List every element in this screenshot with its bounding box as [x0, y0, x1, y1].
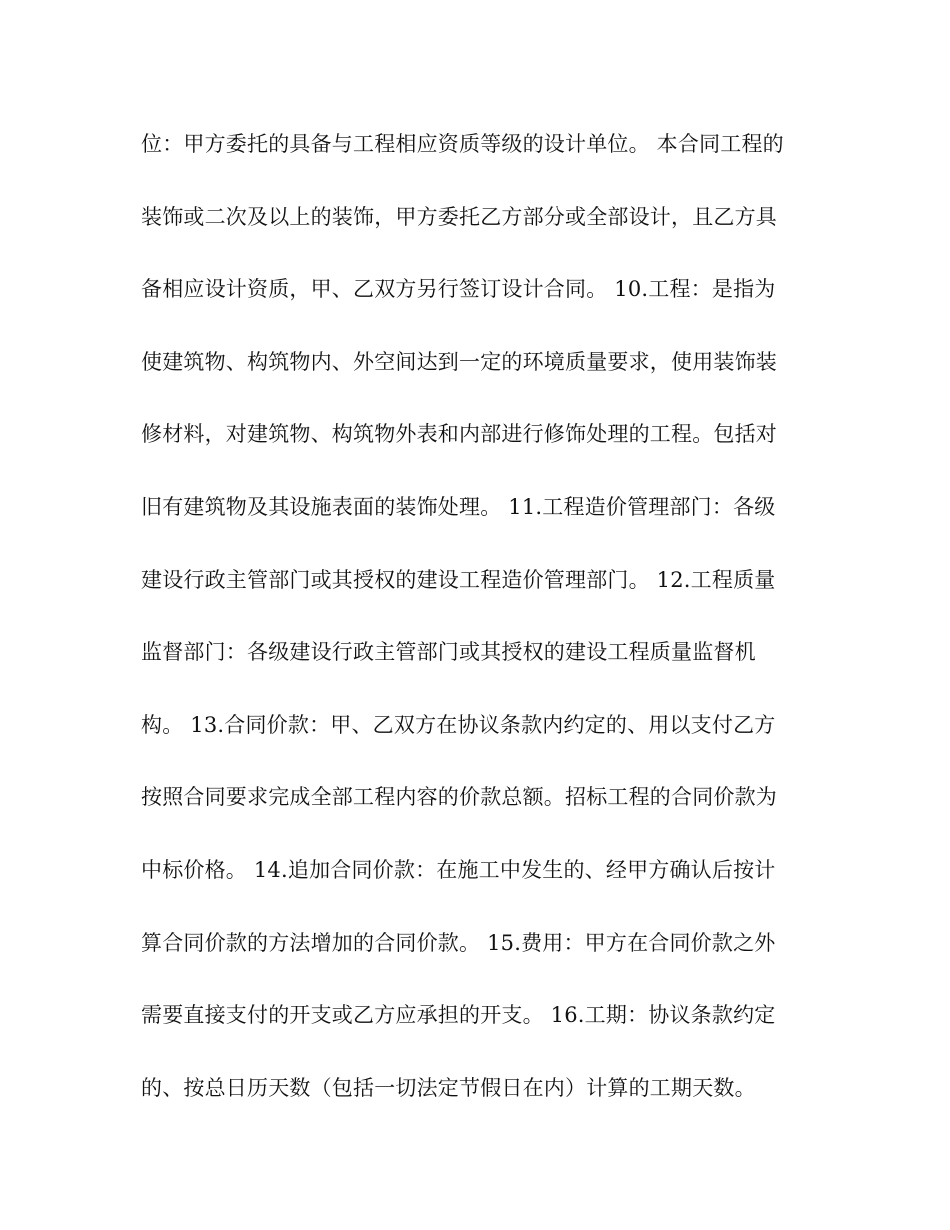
text-line-14: 的、按总日历天数（包括一切法定节假日在内）计算的工期天数。: [141, 1075, 756, 1100]
text-line-13: 需要直接支付的开支或乙方应承担的开支。 16.工期：协议条款约定: [141, 1003, 776, 1028]
text-line-12: 算合同价款的方法增加的合同价款。 15.费用：甲方在合同价款之外: [141, 930, 776, 955]
text-line-7: 建设行政主管部门或其授权的建设工程造价管理部门。 12.工程质量: [141, 567, 776, 592]
body-text: [141, 120, 821, 1136]
text-line-10: 按照合同要求完成全部工程内容的价款总额。招标工程的合同价款为: [141, 785, 777, 810]
text-line-6: 旧有建筑物及其设施表面的装饰处理。 11.工程造价管理部门：各级: [141, 494, 776, 519]
text-line-9: 构。 13.合同价款：甲、乙双方在协议条款内约定的、用以支付乙方: [141, 712, 776, 737]
text-line-5: 修材料，对建筑物、构筑物外表和内部进行修饰处理的工程。包括对: [141, 422, 777, 447]
text-line-2: 装饰或二次及以上的装饰，甲方委托乙方部分或全部设计，且乙方具: [141, 204, 777, 229]
text-line-1: 位：甲方委托的具备与工程相应资质等级的设计单位。 本合同工程的: [141, 132, 784, 156]
text-line-8: 监督部门：各级建设行政主管部门或其授权的建设工程质量监督机: [141, 640, 756, 665]
text-line-4: 使建筑物、构筑物内、外空间达到一定的环境质量要求，使用装饰装: [141, 349, 777, 374]
text-line-3: 备相应设计资质，甲、乙双方另行签订设计合同。 10.工程：是指为: [141, 277, 776, 302]
text-line-11: 中标价格。 14.追加合同价款：在施工中发生的、经甲方确认后按计: [141, 857, 776, 882]
